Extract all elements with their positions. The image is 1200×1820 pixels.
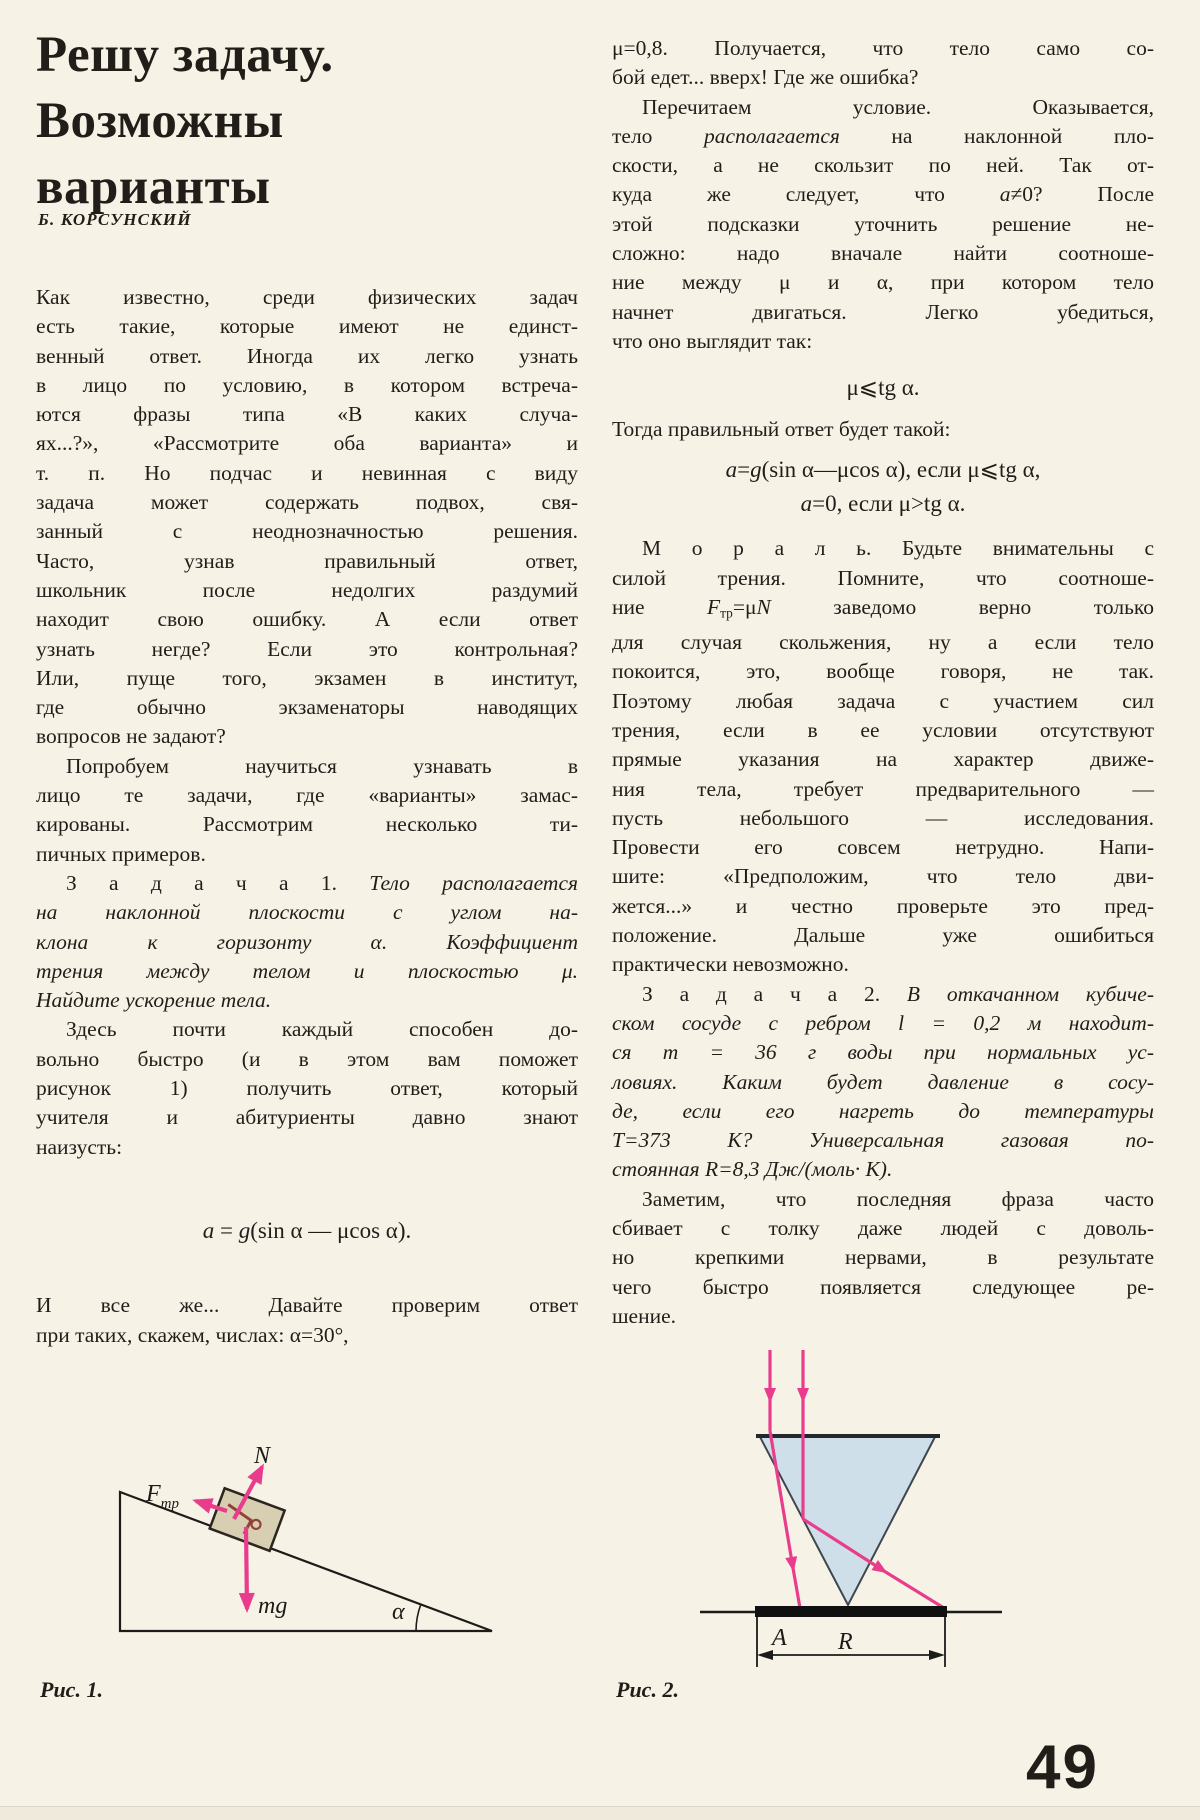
text-segment: в лицо по условию, в котором встреча-	[36, 372, 578, 397]
text-segment: Или, пуще того, экзамен в институт,	[36, 665, 578, 690]
formula-answer-1	[612, 455, 1154, 484]
text-line	[36, 1103, 578, 1132]
text-segment: =μ	[732, 595, 757, 620]
formula-answer-2	[612, 489, 1154, 518]
text-segment: З а д а ч а 1.	[66, 870, 370, 895]
figure-2-prism-diagram	[600, 1335, 1200, 1685]
text-segment: вольно быстро (и в этом вам поможет	[36, 1046, 578, 1071]
text-segment: рисунок 1) получить ответ, который	[36, 1076, 578, 1101]
text-segment: лицо те задачи, где «варианты» замас-	[36, 783, 578, 808]
text-segment: учителя и абитуриенты давно знают	[36, 1105, 578, 1130]
text-line	[612, 1214, 1154, 1243]
normal-force-label: N	[254, 1443, 271, 1469]
text-line	[36, 312, 578, 341]
text-segment: есть такие, которые имеют не единст-	[36, 314, 578, 339]
text-segment: где обычно экзаменаторы наводящих	[36, 695, 578, 720]
text-line	[36, 957, 578, 986]
text-segment: Перечитаем условие. Оказывается,	[642, 94, 1154, 119]
text-segment: чего быстро появляется следующее ре-	[612, 1274, 1154, 1299]
text-segment: N	[756, 595, 771, 620]
text-segment: сбивает с толку даже людей с доволь-	[612, 1216, 1154, 1240]
text-line	[36, 605, 578, 634]
text-line	[612, 980, 1154, 1009]
text-segment: при таких, скажем, числах: α=30°,	[36, 1322, 349, 1347]
text-segment: ние	[612, 595, 708, 620]
text-line	[612, 1273, 1154, 1302]
paragraph	[36, 1015, 578, 1161]
text-segment: Часто, узнав правильный ответ,	[36, 548, 578, 573]
text-segment: ния тела, требует предварительного —	[612, 776, 1154, 801]
text-line	[36, 517, 578, 546]
figure-1-inclined-plane-diagram	[0, 1420, 600, 1720]
text-line	[612, 804, 1154, 833]
right-column	[612, 34, 1154, 1331]
text-segment: ние между μ и α, при котором тело	[612, 270, 1154, 295]
text-segment: пусть небольшого — исследования.	[612, 805, 1154, 830]
radius-label: R	[838, 1629, 853, 1655]
text-line	[612, 34, 1154, 63]
text-segment: ях...?», «Рассмотрите оба варианта» и	[36, 431, 578, 456]
text-segment: Здесь почти каждый способен до-	[66, 1017, 578, 1042]
article-title	[36, 22, 334, 220]
text-segment: М о р а л ь.	[642, 536, 903, 561]
text-segment: начнет двигаться. Легко убедиться,	[612, 299, 1154, 324]
text-segment: Заметим, что последняя фраза часто	[642, 1186, 1154, 1211]
paragraph	[612, 1185, 1154, 1331]
text-segment: a	[725, 456, 738, 482]
text-line	[612, 180, 1154, 209]
text-segment: что оно выглядит так:	[612, 328, 813, 353]
text-line	[612, 593, 1154, 628]
text-segment: узнать негде? Если это контрольная?	[36, 636, 578, 661]
text-line	[36, 1321, 578, 1350]
formula-condition	[612, 373, 1154, 402]
text-line	[36, 488, 578, 517]
page-number: 49	[1026, 1733, 1099, 1802]
text-line	[612, 455, 1154, 484]
gravity-force-label: mg	[258, 1593, 288, 1619]
friction-force-label: $F_{тр}$	[146, 1481, 180, 1512]
text-line	[612, 1038, 1154, 1067]
text-segment: a	[202, 1217, 215, 1243]
text-line	[612, 1068, 1154, 1097]
text-segment: шение.	[612, 1303, 677, 1328]
text-segment: Поэтому любая задача с участием сил	[612, 688, 1154, 713]
text-segment: этой подсказки уточнить решение не-	[612, 211, 1154, 236]
ray-1-to-screen	[793, 1568, 800, 1608]
text-line	[36, 986, 578, 1015]
text-line	[612, 657, 1154, 686]
text-segment: =	[214, 1217, 239, 1243]
text-segment: вопросов не задают?	[36, 724, 226, 749]
text-line	[36, 1133, 578, 1162]
text-line	[612, 1009, 1154, 1038]
problem-1-paragraph	[36, 869, 578, 1015]
paragraph	[36, 752, 578, 869]
ray-2-to-screen	[884, 1571, 944, 1608]
text-segment: венный ответ. Иногда их легко узнать	[36, 343, 578, 368]
text-segment: на наклонной пло-	[839, 123, 1155, 148]
text-segment: на наклонной плоскости с углом на-	[36, 900, 578, 925]
text-line	[612, 63, 1154, 92]
text-segment: тр	[720, 605, 733, 621]
text-line	[36, 722, 578, 751]
text-line	[36, 371, 578, 400]
gravity-force-arrow	[246, 1527, 247, 1609]
text-line	[36, 342, 578, 371]
text-segment: F	[707, 595, 721, 620]
text-line	[612, 1243, 1154, 1272]
formula-acceleration	[36, 1216, 578, 1245]
text-line	[612, 489, 1154, 518]
text-line	[612, 1302, 1154, 1331]
text-segment: Попробуем научиться узнавать в	[66, 753, 578, 778]
text-line	[612, 268, 1154, 297]
text-line	[36, 869, 578, 898]
text-segment: И все же... Давайте проверим ответ	[36, 1293, 578, 1318]
text-segment: скости, а не скользит по ней. Так от-	[612, 153, 1154, 178]
text-line	[612, 415, 1154, 444]
text-segment: сложно: надо вначале найти соотноше-	[612, 241, 1154, 266]
text-segment: школьник после недолгих раздумий	[36, 577, 578, 602]
text-segment: Тогда правильный ответ будет такой:	[612, 416, 951, 441]
text-line	[36, 1216, 578, 1245]
article-author: Б. КОРСУНСКИЙ	[38, 210, 192, 229]
text-line	[612, 950, 1154, 979]
text-line	[36, 664, 578, 693]
text-segment: силой трения. Помните, что соотноше-	[612, 565, 1154, 590]
text-line	[612, 534, 1154, 563]
text-line	[612, 564, 1154, 593]
text-segment: (sin α—μcos α), если μ⩽tg α,	[761, 456, 1041, 482]
text-line	[36, 1291, 578, 1320]
paragraph	[612, 93, 1154, 357]
text-segment: жется...» и честно проверьте это пред-	[612, 893, 1154, 918]
text-segment: a	[800, 491, 813, 517]
text-segment: заведомо верно только	[770, 595, 1154, 620]
text-segment: =	[737, 456, 751, 482]
text-line	[612, 1155, 1154, 1184]
text-line	[36, 400, 578, 429]
title-line: Возможны	[36, 93, 284, 149]
text-line	[36, 429, 578, 458]
text-line	[36, 1045, 578, 1074]
text-line	[36, 1015, 578, 1044]
text-segment: т. п. Но подчас и невинная с виду	[36, 460, 578, 485]
text-segment: μ⩽tg α.	[846, 375, 920, 401]
text-line	[612, 327, 1154, 356]
text-line	[36, 928, 578, 957]
text-segment: положение. Дальше уже ошибиться	[612, 923, 1154, 948]
paragraph	[36, 1291, 578, 1350]
text-line	[612, 1097, 1154, 1126]
text-line	[612, 862, 1154, 891]
text-segment: прямые указания на характер движе-	[612, 747, 1154, 772]
text-segment: (sin α — μcos α).	[250, 1217, 412, 1243]
text-line	[36, 752, 578, 781]
text-segment: Как известно, среди физических задач	[36, 285, 578, 309]
text-segment: ском сосуде с ребром l = 0,2 м находит-	[612, 1010, 1154, 1035]
text-segment: μ=0,8. Получается, что тело само со-	[612, 36, 1154, 60]
continuation-paragraph	[612, 34, 1154, 93]
text-line	[612, 775, 1154, 804]
text-segment: Будьте внимательны с	[902, 536, 1154, 561]
text-line	[36, 459, 578, 488]
title-line: варианты	[36, 159, 271, 215]
text-line	[612, 298, 1154, 327]
figure-1-caption: Рис. 1.	[40, 1677, 103, 1702]
text-segment: кированы. Рассмотрим несколько ти-	[36, 812, 578, 837]
text-line	[612, 210, 1154, 239]
text-segment: тело	[612, 123, 704, 148]
problem-2-paragraph	[612, 980, 1154, 1185]
text-segment: наизусть:	[36, 1134, 123, 1159]
text-line	[612, 921, 1154, 950]
intro-paragraph	[36, 283, 578, 752]
text-line	[612, 1185, 1154, 1214]
text-line	[612, 745, 1154, 774]
text-segment: но крепкими нервами, в результате	[612, 1245, 1154, 1270]
text-segment: пичных примеров.	[36, 841, 206, 866]
text-segment: ловиях. Каким будет давление в сосу-	[612, 1069, 1154, 1094]
angle-label: α	[392, 1599, 405, 1625]
text-segment: занный с неоднозначностью решения.	[36, 519, 578, 544]
title-line: Решу задачу.	[36, 27, 334, 83]
text-segment: располагается	[704, 123, 840, 148]
text-segment: g	[238, 1217, 251, 1243]
text-line	[36, 693, 578, 722]
text-segment: Провести его совсем нетрудно. Напи-	[612, 835, 1154, 860]
text-line	[36, 635, 578, 664]
text-segment: Т=373 К? Универсальная газовая по-	[612, 1128, 1154, 1153]
text-line	[612, 373, 1154, 402]
text-segment: покоится, это, вообще говоря, не так.	[612, 659, 1154, 684]
text-segment: задача может содержать подвох, свя-	[36, 490, 578, 515]
text-line	[612, 628, 1154, 657]
page-bottom-edge	[0, 1806, 1200, 1820]
text-segment: g	[750, 456, 762, 482]
text-segment: для случая скольжения, ну а если тело	[612, 630, 1154, 655]
text-line	[612, 1126, 1154, 1155]
text-segment: трения между телом и плоскостью μ.	[36, 958, 578, 983]
text-line	[612, 239, 1154, 268]
text-segment: В откачанном кубиче-	[906, 981, 1155, 1006]
text-segment: ся m = 36 г воды при нормальных ус-	[612, 1040, 1154, 1065]
text-segment: трения, если в ее условии отсутствуют	[612, 717, 1154, 742]
moral-paragraph	[612, 534, 1154, 979]
text-segment: З а д а ч а 2.	[642, 981, 907, 1006]
text-line	[612, 687, 1154, 716]
text-segment: находит свою ошибку. А если ответ	[36, 607, 578, 632]
text-line	[612, 892, 1154, 921]
text-segment: Тело располагается	[369, 870, 578, 895]
text-line	[612, 833, 1154, 862]
text-line	[612, 122, 1154, 151]
dimension-arrow-right	[929, 1650, 945, 1660]
point-a-label: A	[772, 1625, 787, 1651]
text-line	[36, 810, 578, 839]
text-line	[36, 840, 578, 869]
text-segment: клона к горизонту α. Коэффициент	[36, 929, 578, 954]
incline-triangle	[120, 1492, 492, 1631]
text-line	[36, 898, 578, 927]
text-segment: Найдите ускорение тела.	[36, 988, 272, 1013]
text-line	[36, 1074, 578, 1103]
text-line	[36, 547, 578, 576]
paragraph	[612, 415, 1154, 444]
angle-arc	[416, 1604, 421, 1631]
text-line	[612, 151, 1154, 180]
text-line	[36, 283, 578, 312]
left-column	[36, 283, 578, 1350]
text-line	[612, 93, 1154, 122]
text-line	[36, 781, 578, 810]
text-segment: =0, если μ>tg α.	[812, 491, 966, 517]
text-segment: де, если его нагреть до температуры	[612, 1098, 1154, 1123]
text-segment: a	[999, 182, 1011, 207]
text-segment: шите: «Предположим, что тело дви-	[612, 864, 1154, 889]
text-segment: ются фразы типа «В каких случа-	[36, 402, 578, 427]
figure-2-caption: Рис. 2.	[616, 1677, 679, 1702]
text-segment: куда же следует, что	[612, 182, 1000, 207]
text-segment: бой едет... вверх! Где же ошибка?	[612, 65, 919, 90]
text-segment: стоянная R=8,3 Дж/(моль· К).	[612, 1157, 893, 1182]
screen-bar	[755, 1606, 947, 1617]
text-segment: ≠0? После	[1010, 182, 1154, 207]
dimension-arrow-left	[757, 1650, 773, 1660]
text-line	[36, 576, 578, 605]
text-segment: практически невозможно.	[612, 952, 849, 977]
text-line	[612, 716, 1154, 745]
